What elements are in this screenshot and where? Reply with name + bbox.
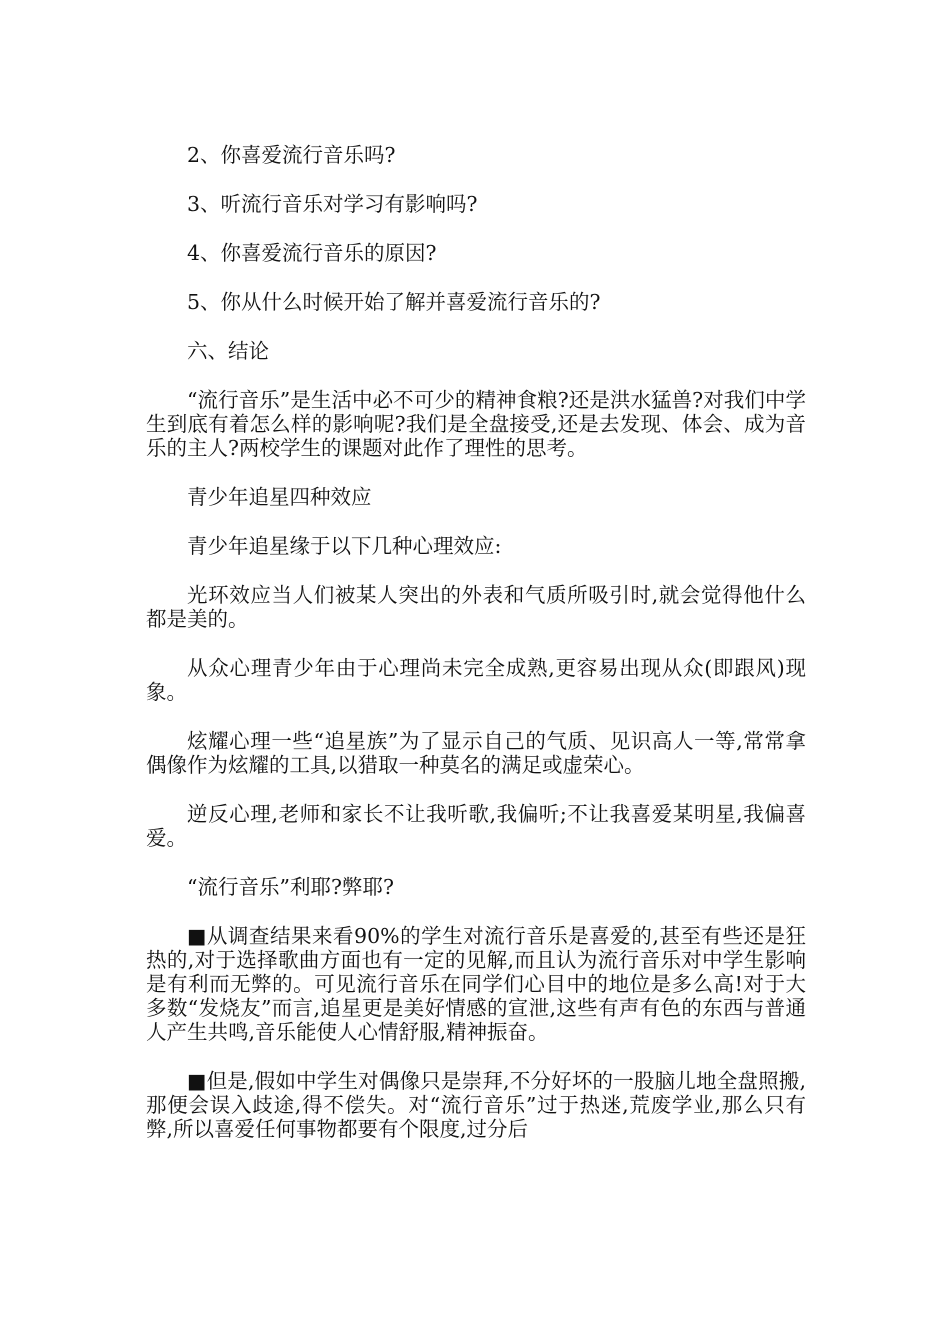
question-5: 5、你从什么时候开始了解并喜爱流行音乐的? bbox=[187, 290, 601, 314]
showoff-paragraph: 炫耀心理一些“追星族”为了显示自己的气质、见识高人一等,常常拿偶像作为炫耀的工具,以猎取一种莫名的满足或虚荣心。 bbox=[146, 729, 806, 777]
conclusion-paragraph: “流行音乐”是生活中必不可少的精神食粮?还是洪水猛兽?对我们中学生到底有着怎么样的影响呢?我们是全盘接受,还是去发现、体会、成为音乐的主人?两校学生的课题对此作了理性的思考。 bbox=[146, 388, 806, 460]
conformity-paragraph: 从众心理青少年由于心理尚未完全成熟,更容易出现从众(即跟风)现象。 bbox=[146, 656, 806, 704]
cons-paragraph: ■但是,假如中学生对偶像只是崇拜,不分好坏的一股脑儿地全盘照搬,那便会误入歧途,得不偿失。对“流行音乐”过于热迷,荒废学业,那么只有弊,所以喜爱任何事物都要有个限度,过分后 bbox=[146, 1069, 806, 1141]
question-4: 4、你喜爱流行音乐的原因? bbox=[187, 241, 437, 265]
document-body bbox=[146, 143, 806, 1166]
halo-effect-paragraph: 光环效应当人们被某人突出的外表和气质所吸引时,就会觉得他什么都是美的。 bbox=[146, 583, 806, 631]
question-3: 3、听流行音乐对学习有影响吗? bbox=[187, 192, 478, 216]
section-heading-conclusion: 六、结论 bbox=[187, 339, 269, 363]
question-2: 2、你喜爱流行音乐吗? bbox=[187, 143, 396, 167]
effects-intro: 青少年追星缘于以下几种心理效应: bbox=[187, 534, 502, 558]
pros-paragraph: ■从调查结果来看90%的学生对流行音乐是喜爱的,甚至有些还是狂热的,对于选择歌曲方面也有一定的见解,而且认为流行音乐对中学生影响是有利而无弊的。可见流行音乐在同学们心目中的地位是多么高!对于大多数“发烧友”而言,追星更是美好情感的宣泄,这些有声有色的东西与普通人产生共鸣,音乐能使人心情舒服,精神振奋。 bbox=[146, 924, 806, 1044]
rebellion-paragraph: 逆反心理,老师和家长不让我听歌,我偏听;不让我喜爱某明星,我偏喜爱。 bbox=[146, 802, 806, 850]
subheading-four-effects: 青少年追星四种效应 bbox=[187, 485, 372, 509]
subheading-pros-cons: “流行音乐”利耶?弊耶? bbox=[187, 875, 394, 899]
